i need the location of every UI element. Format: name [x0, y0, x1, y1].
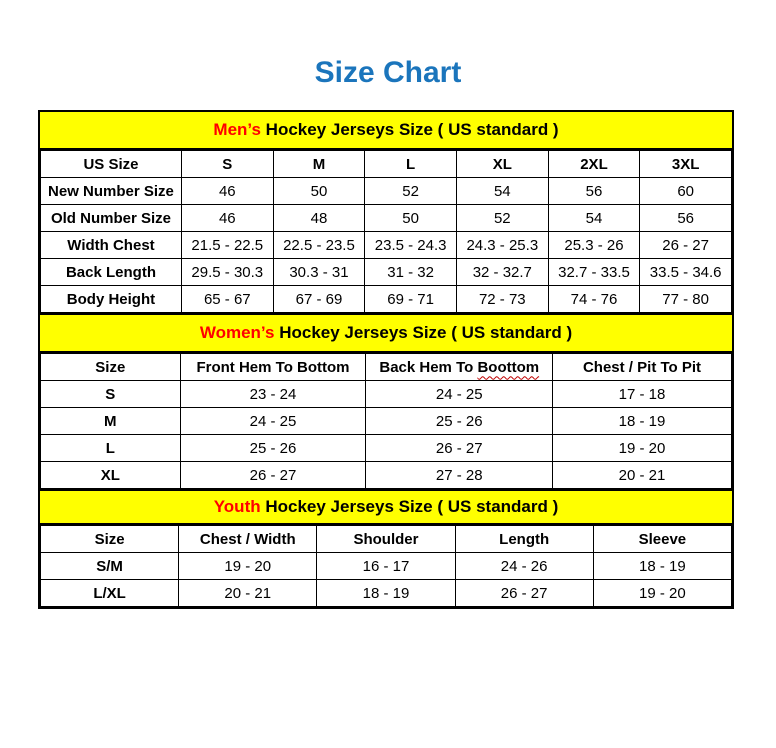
table-cell: 56 — [640, 205, 732, 232]
table-cell: 20 - 21 — [179, 580, 317, 607]
column-header-cell: 3XL — [640, 151, 732, 178]
size-chart-page — [0, 56, 776, 748]
column-header-row — [41, 526, 732, 553]
table-cell: 48 — [273, 205, 365, 232]
mens-section — [40, 112, 732, 313]
youth-title-rest: Hockey Jerseys Size ( US standard ) — [260, 497, 559, 516]
table-cell: 26 - 27 — [366, 435, 553, 462]
row-label-cell: XL — [41, 462, 181, 489]
table-row — [41, 178, 732, 205]
table-row — [41, 259, 732, 286]
column-header-cell: Length — [455, 526, 593, 553]
column-header-row — [41, 151, 732, 178]
table-cell: 19 - 20 — [179, 553, 317, 580]
table-row — [41, 381, 732, 408]
table-cell: 26 - 27 — [640, 232, 732, 259]
table-cell: 25.3 - 26 — [548, 232, 640, 259]
mens-table-title — [40, 112, 732, 150]
table-cell: 72 - 73 — [456, 286, 548, 313]
table-row — [41, 286, 732, 313]
table-cell: 74 - 76 — [548, 286, 640, 313]
table-cell: 22.5 - 23.5 — [273, 232, 365, 259]
table-cell: 32.7 - 33.5 — [548, 259, 640, 286]
table-cell: 26 - 27 — [180, 462, 366, 489]
row-label-cell: New Number Size — [41, 178, 182, 205]
table-cell: 50 — [273, 178, 365, 205]
table-cell: 25 - 26 — [366, 408, 553, 435]
row-label-cell: Width Chest — [41, 232, 182, 259]
table-cell: 31 - 32 — [365, 259, 457, 286]
table-cell: 46 — [181, 178, 273, 205]
table-cell: 20 - 21 — [553, 462, 732, 489]
womens-title-rest: Hockey Jerseys Size ( US standard ) — [274, 323, 573, 342]
size-chart-tables — [38, 110, 734, 609]
column-header-cell — [366, 354, 553, 381]
column-header-cell: Front Hem To Bottom — [180, 354, 366, 381]
column-header-cell: XL — [456, 151, 548, 178]
column-header-cell: S — [181, 151, 273, 178]
column-header-cell: Chest / Pit To Pit — [553, 354, 732, 381]
table-cell: 24.3 - 25.3 — [456, 232, 548, 259]
table-cell: 52 — [456, 205, 548, 232]
table-cell: 19 - 20 — [593, 580, 731, 607]
table-cell: 23.5 - 24.3 — [365, 232, 457, 259]
table-cell: 27 - 28 — [366, 462, 553, 489]
table-cell: 24 - 25 — [180, 408, 366, 435]
column-header-row — [41, 354, 732, 381]
table-row — [41, 232, 732, 259]
row-label-cell: S/M — [41, 553, 179, 580]
table-cell: 69 - 71 — [365, 286, 457, 313]
table-cell: 46 — [181, 205, 273, 232]
column-header-cell: Sleeve — [593, 526, 731, 553]
table-cell: 52 — [365, 178, 457, 205]
row-label-cell: L — [41, 435, 181, 462]
table-cell: 54 — [548, 205, 640, 232]
table-cell: 18 - 19 — [553, 408, 732, 435]
table-cell: 67 - 69 — [273, 286, 365, 313]
table-cell: 18 - 19 — [593, 553, 731, 580]
column-header-cell: 2XL — [548, 151, 640, 178]
table-cell: 23 - 24 — [180, 381, 366, 408]
table-cell: 16 - 17 — [317, 553, 455, 580]
table-row — [41, 435, 732, 462]
youth-size-table — [40, 525, 732, 607]
table-cell: 26 - 27 — [455, 580, 593, 607]
table-cell: 33.5 - 34.6 — [640, 259, 732, 286]
column-header-cell: L — [365, 151, 457, 178]
row-label-cell: Old Number Size — [41, 205, 182, 232]
table-cell: 25 - 26 — [180, 435, 366, 462]
column-header-text: Back Hem To — [379, 358, 478, 376]
table-cell: 65 - 67 — [181, 286, 273, 313]
row-label-cell: Body Height — [41, 286, 182, 313]
womens-section — [40, 313, 732, 489]
row-label-cell: Back Length — [41, 259, 182, 286]
table-cell: 19 - 20 — [553, 435, 732, 462]
table-cell: 50 — [365, 205, 457, 232]
table-cell: 18 - 19 — [317, 580, 455, 607]
table-cell: 29.5 - 30.3 — [181, 259, 273, 286]
womens-size-table — [40, 353, 732, 489]
row-label-cell: M — [41, 408, 181, 435]
row-label-cell: L/XL — [41, 580, 179, 607]
table-cell: 24 - 25 — [366, 381, 553, 408]
table-cell: 54 — [456, 178, 548, 205]
column-header-cell: Size — [41, 526, 179, 553]
table-cell: 56 — [548, 178, 640, 205]
table-row — [41, 408, 732, 435]
column-header-cell: Size — [41, 354, 181, 381]
page-title: Size Chart — [314, 56, 462, 89]
table-cell: 60 — [640, 178, 732, 205]
table-row — [41, 553, 732, 580]
row-label-cell: S — [41, 381, 181, 408]
youth-table-title — [40, 489, 732, 525]
table-cell: 77 - 80 — [640, 286, 732, 313]
table-cell: 24 - 26 — [455, 553, 593, 580]
youth-section — [40, 489, 732, 607]
table-cell: 21.5 - 22.5 — [181, 232, 273, 259]
table-cell: 30.3 - 31 — [273, 259, 365, 286]
mens-size-table — [40, 150, 732, 313]
mens-title-highlight: Men’s — [213, 120, 261, 139]
column-header-cell: Chest / Width — [179, 526, 317, 553]
column-header-cell: US Size — [41, 151, 182, 178]
womens-table-title — [40, 313, 732, 353]
column-header-cell: M — [273, 151, 365, 178]
table-row — [41, 462, 732, 489]
womens-title-highlight: Women’s — [199, 323, 275, 342]
mens-title-rest: Hockey Jerseys Size ( US standard ) — [260, 120, 559, 139]
youth-title-highlight: Youth — [213, 497, 261, 516]
table-cell: 32 - 32.7 — [456, 259, 548, 286]
column-header-cell: Shoulder — [317, 526, 455, 553]
table-row — [41, 580, 732, 607]
table-row — [41, 205, 732, 232]
misspelled-word: Boottom — [477, 358, 540, 376]
table-cell: 17 - 18 — [553, 381, 732, 408]
